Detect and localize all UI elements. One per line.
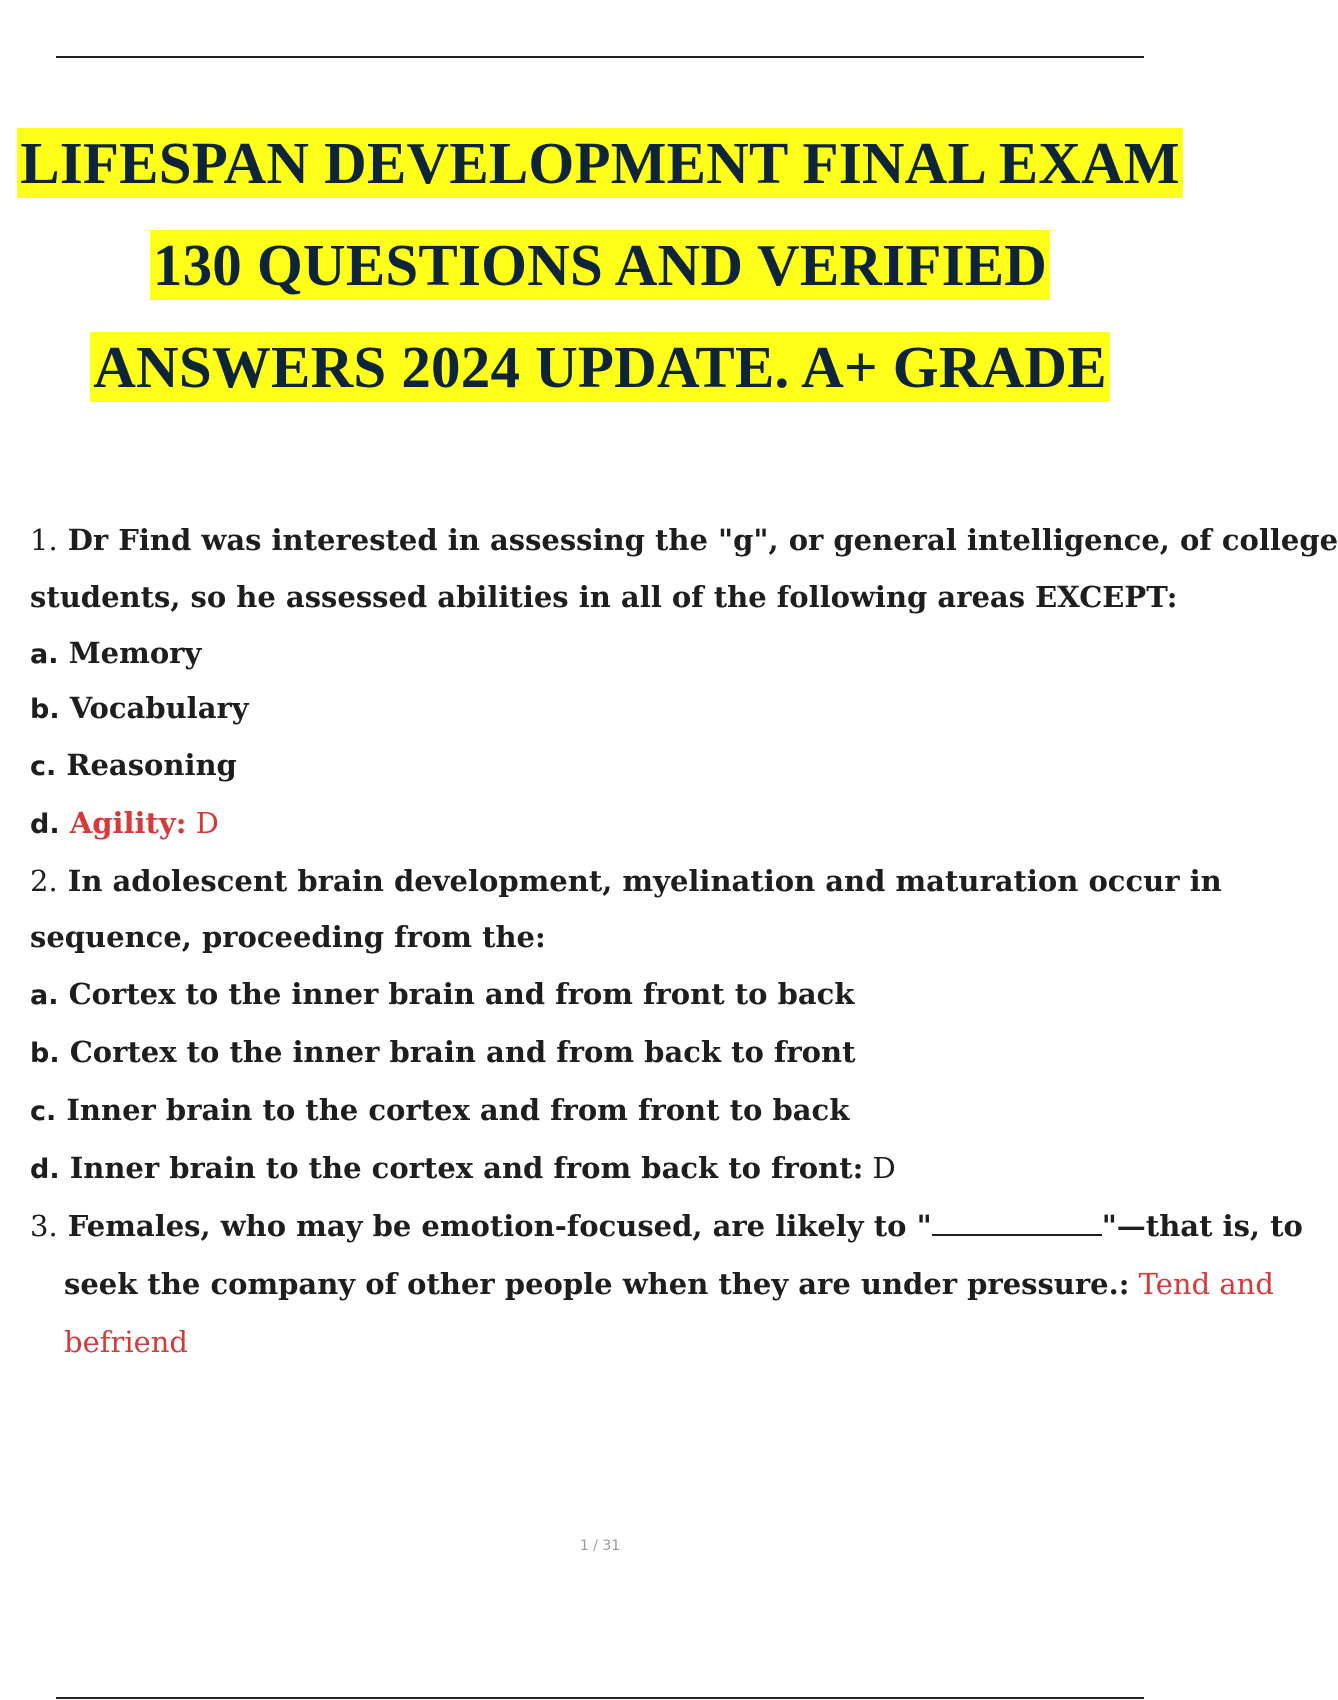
- option-text: Inner brain to the cortex and from front to back: [56, 1093, 850, 1127]
- answer-key: D: [863, 1151, 896, 1185]
- top-rule: [56, 56, 1144, 58]
- option-letter: a.: [30, 980, 59, 1011]
- option-letter: d.: [30, 1154, 60, 1185]
- question-text: seek the company of other people when they are under pressure.:: [64, 1267, 1130, 1301]
- question-2: [30, 852, 1222, 910]
- bottom-rule: [56, 1697, 1144, 1699]
- option-2d: [30, 1139, 1200, 1197]
- option-2c: [30, 1081, 1200, 1139]
- question-text: sequence, proceeding from the:: [30, 920, 546, 954]
- document-title: [0, 112, 1200, 418]
- option-letter: a.: [30, 639, 59, 670]
- answer-text: Tend and: [1129, 1267, 1274, 1301]
- option-text: Vocabulary: [59, 691, 249, 725]
- question-text: In adolescent brain development, myelination and maturation occur in: [57, 864, 1222, 898]
- option-text: Memory: [58, 636, 202, 670]
- question-3-answer: [30, 1313, 1200, 1371]
- option-text: Cortex to the inner brain and from front to back: [58, 977, 855, 1011]
- title-line-1: [0, 112, 1200, 214]
- question-text: "—that is, to: [1101, 1209, 1303, 1243]
- question-text: students, so he assessed abilities in all of the following areas EXCEPT:: [30, 580, 1178, 614]
- question-1: [30, 513, 1338, 568]
- question-number: 2.: [30, 864, 58, 898]
- question-3: [30, 1197, 1303, 1255]
- question-3-continued: [30, 1255, 1274, 1313]
- title-text-2: 130 QUESTIONS AND VERIFIED: [150, 230, 1050, 300]
- question-text: Dr Find was interested in assessing the "g", or general intelligence, of college: [57, 523, 1338, 557]
- answer-text: befriend: [64, 1325, 189, 1359]
- title-text-1: LIFESPAN DEVELOPMENT FINAL EXAM: [17, 128, 1183, 198]
- option-2a: [30, 965, 1200, 1023]
- title-text-3: ANSWERS 2024 UPDATE. A+ GRADE: [90, 332, 1110, 402]
- page-indicator: 1 / 31: [579, 1538, 621, 1554]
- option-letter: c.: [30, 1096, 57, 1127]
- question-list: [30, 513, 1338, 1371]
- answer-key: D: [186, 806, 219, 840]
- fill-in-blank: [932, 1212, 1102, 1236]
- option-text: Inner brain to the cortex and from back to front:: [59, 1151, 864, 1185]
- option-letter: c.: [30, 751, 57, 782]
- option-1d: [30, 794, 1200, 852]
- option-text: Cortex to the inner brain and from back to front: [59, 1035, 856, 1069]
- title-line-2: [0, 214, 1200, 316]
- option-2b: [30, 1023, 1200, 1081]
- option-letter: d.: [30, 809, 60, 840]
- option-letter: b.: [30, 694, 60, 725]
- question-text: Females, who may be emotion-focused, are likely to ": [57, 1209, 932, 1243]
- option-text: Reasoning: [56, 748, 237, 782]
- option-1a: [30, 626, 1200, 681]
- title-line-3: [0, 316, 1200, 418]
- option-text-correct: Agility:: [59, 806, 187, 840]
- question-2-continued: [30, 910, 1200, 965]
- option-letter: b.: [30, 1038, 60, 1069]
- question-1-continued: [30, 568, 1200, 626]
- question-number: 1.: [30, 523, 58, 557]
- option-1c: [30, 736, 1200, 794]
- option-1b: [30, 681, 1200, 736]
- question-number: 3.: [30, 1209, 58, 1243]
